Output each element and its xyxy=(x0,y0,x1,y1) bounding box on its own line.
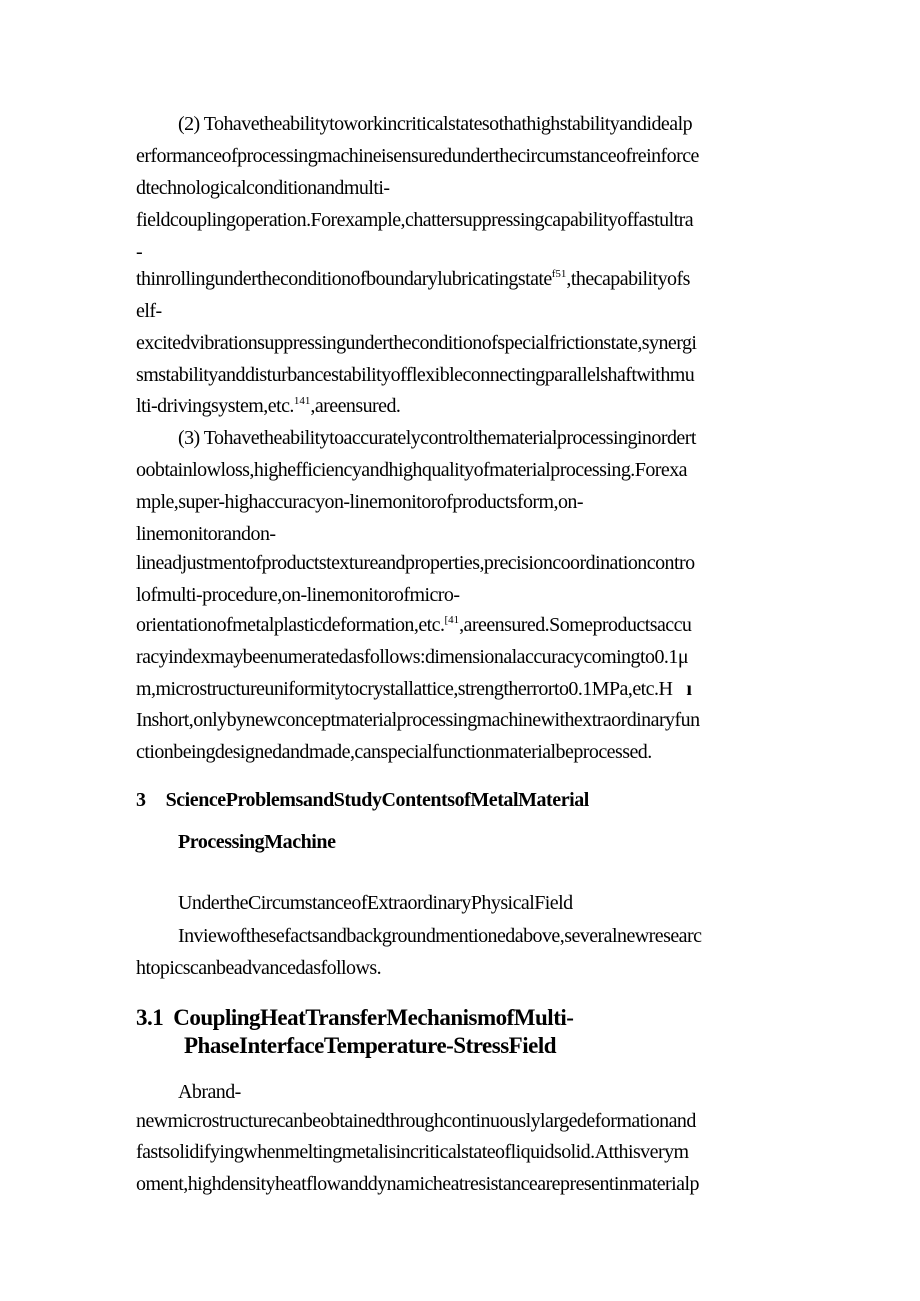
para3-line-9-text: m,microstructureuniformitytocrystallattice,strengtherrorto0.1MPa,etc.H xyxy=(136,678,673,700)
para2-line-6 xyxy=(136,267,690,291)
para2-line-5: - xyxy=(136,241,143,263)
intro-line-3: htopicscanbeadvancedasfollows. xyxy=(136,957,382,979)
section-3-heading xyxy=(136,788,589,812)
para2-line-10-tail: ,areensured. xyxy=(310,395,401,417)
para31-line-2: newmicrostructurecanbeobtainedthroughcontinuouslylargedeformationand xyxy=(136,1110,696,1132)
section-3-title-line-2: ProcessingMachine xyxy=(178,831,336,853)
para3-line-9 xyxy=(136,677,691,701)
citation-ref-41: [41 xyxy=(444,614,460,626)
para3-line-11: ctionbeingdesignedandmade,canspecialfunctionmaterialbeprocessed. xyxy=(136,741,652,763)
section-3-1-title-line-1: CouplingHeatTransferMechanismofMulti- xyxy=(173,1005,574,1030)
para3-line-2: oobtainlowloss,highefficiencyandhighqualityofmaterialprocessing.Forexa xyxy=(136,459,687,481)
para2-line-6-tail: ,thecapabilityofs xyxy=(566,268,690,290)
para2-line-4: fieldcouplingoperation.Forexample,chattersuppressingcapabilityoffastultra xyxy=(136,209,694,231)
para3-line-3: mple,super-highaccuracyon-linemonitorofproductsform,on- xyxy=(136,491,583,513)
para2-line-9: smstabilityanddisturbancestabilityofflexibleconnectingparallelshaftwithmu xyxy=(136,364,695,386)
para2-line-7: elf- xyxy=(136,300,162,322)
para3-line-5: lineadjustmentofproductstextureandproperties,precisioncoordinationcontro xyxy=(136,552,695,574)
para3-line-1: (3) Tohavetheabilitytoaccuratelycontrolthematerialprocessinginordert xyxy=(178,427,696,449)
section-3-1-number: 3.1 xyxy=(136,1005,164,1030)
intro-line-2: Inviewofthesefactsandbackgroundmentionedabove,severalnewresearc xyxy=(178,925,702,947)
intro-line-1: UndertheCircumstanceofExtraordinaryPhysicalField xyxy=(178,892,573,914)
para2-line-6-text: thinrollingundertheconditionofboundarylubricatingstate xyxy=(136,268,552,290)
para2-line-2: erformanceofprocessingmachineisensuredunderthecircumstanceofreinforce xyxy=(136,145,699,167)
para2-line-3: dtechnologicalconditionandmulti- xyxy=(136,177,390,199)
para31-line-1: Abrand- xyxy=(178,1081,241,1103)
citation-ref-141: 141 xyxy=(293,395,311,407)
citation-ref-f51: f51 xyxy=(551,268,567,280)
para3-line-10: Inshort,onlybynewconceptmaterialprocessingmachinewithextraordinaryfun xyxy=(136,709,700,731)
section-3-1-title-line-2: PhaseInterfaceTemperature-StressField xyxy=(184,1033,556,1058)
para2-line-1: (2) Tohavetheabilitytoworkincriticalstatesothathighstabilityandidealp xyxy=(178,113,693,135)
para2-line-8: excitedvibrationsuppressingundertheconditionofspecialfrictionstate,synergi xyxy=(136,332,697,354)
para3-line-7-text: orientationofmetalplasticdeformation,etc. xyxy=(136,614,445,636)
para3-line-7-tail: ,areensured.Someproductsaccu xyxy=(459,614,692,636)
para3-line-7 xyxy=(136,613,691,637)
section-3-number: 3 xyxy=(136,789,146,811)
para2-line-10-text: lti-drivingsystem,etc. xyxy=(136,395,294,417)
section-3-1-heading xyxy=(136,1004,573,1032)
para3-line-6: lofmulti-procedure,on-linemonitorofmicro- xyxy=(136,584,460,606)
para31-line-4: oment,highdensityheatflowanddynamicheatresistancearepresentinmaterialp xyxy=(136,1173,699,1195)
para2-line-10 xyxy=(136,394,400,418)
para3-line-8: racyindexmaybeenumeratedasfollows:dimensionalaccuracycomingto0.1μ xyxy=(136,646,688,668)
stray-glyph: ı xyxy=(686,678,692,700)
para3-line-4: linemonitorandon- xyxy=(136,523,276,545)
section-3-title-line-1: ScienceProblemsandStudyContentsofMetalMaterial xyxy=(165,789,589,811)
para31-line-3: fastsolidifyingwhenmeltingmetalisincriticalstateofliquidsolid.Atthisverym xyxy=(136,1141,689,1163)
